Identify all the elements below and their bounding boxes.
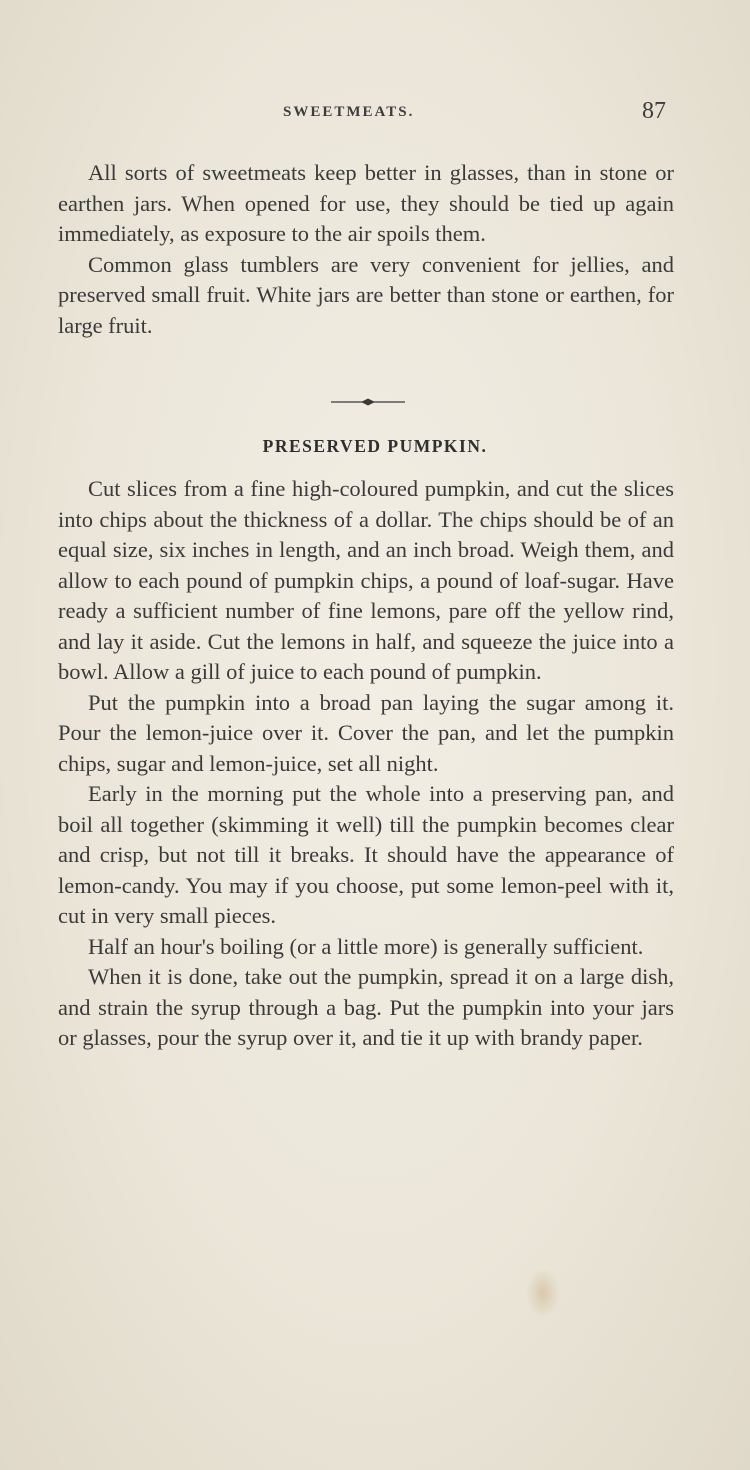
- paragraph: Put the pumpkin into a broad pan laying the sugar among it. Pour the lemon-juice over it. Cover the pan, and let the pumpkin chips, sugar and lemon-juice, set all night.: [58, 689, 674, 776]
- paper-stain: [526, 1268, 560, 1318]
- page-header: [0, 98, 750, 128]
- section-title: PRESERVED PUMPKIN.: [262, 436, 488, 456]
- paragraph: When it is done, take out the pumpkin, spread it on a large dish, and strain the syrup through a bag. Put the pumpkin into your jars or glasses, pour the syrup over it, and tie it up with brandy paper.: [58, 964, 674, 1050]
- running-head: SWEETMEATS.: [283, 104, 415, 120]
- paragraph: Cut slices from a fine high-coloured pumpkin, and cut the slices into chips about the thickness of a dollar. The chips should be of an equal size, six inches in length, and an inch broad. Weigh them, and allow to each pound of pumpkin chips, a pound of loaf-sugar. Have ready a sufficient number of fine lemons, pare off the yellow rind, and lay it aside. Cut the lemons in half, and squeeze the juice into a bowl. Allow a gill of juice to each pound of pumpkin.: [58, 476, 674, 684]
- page-number: 87: [642, 98, 666, 124]
- intro-text: [58, 158, 674, 341]
- ornamental-divider: [331, 397, 405, 407]
- recipe-text: [58, 474, 674, 1054]
- paragraph: All sorts of sweetmeats keep better in glasses, than in stone or earthen jars. When opened for use, they should be tied up again immediately, as exposure to the air spoils them.: [58, 160, 674, 246]
- paragraph: Early in the morning put the whole into a preserving pan, and boil all together (skimming it well) till the pumpkin becomes clear and crisp, but not till it breaks. It should have the appearance of lemon-candy. You may if you choose, put some lemon-peel with it, cut in very small pieces.: [58, 781, 674, 928]
- paragraph: Half an hour's boiling (or a little more) is generally sufficient.: [88, 933, 644, 959]
- paragraph: Common glass tumblers are very convenient for jellies, and preserved small fruit. White jars are better than stone or earthen, for large fruit.: [58, 251, 674, 338]
